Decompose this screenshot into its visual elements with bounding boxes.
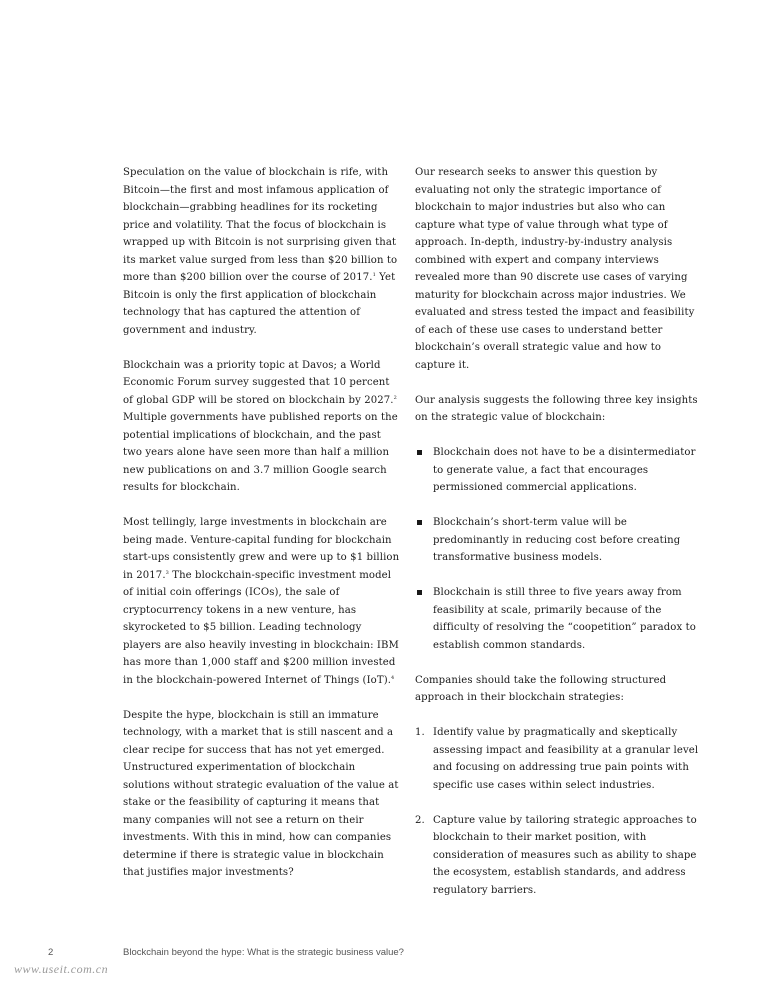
paragraph: Our analysis suggests the following three key insights on the strategic value of blockchain:: [415, 394, 698, 423]
footnote-ref[interactable]: 2: [393, 394, 397, 401]
left-column: [123, 164, 401, 899]
paragraph: Despite the hype, blockchain is still an immature technology, with a market that is still nascent and a clear recipe for success that has not yet emerged. Unstructured experimentation of blockchain solutions without strategic evaluation of the value at stake or the feasibility of capturing it means that many companies will not see a return on their investments. With this in mind, how can companies determine if there is strategic value in blockchain that justifies major investments?: [123, 709, 399, 878]
list-item: 2. Capture value by tailoring strategic approaches to blockchain to their market position, with consideration of measures such as ability to shape the ecosystem, establish standards, and address regulatory barriers.: [415, 812, 701, 900]
footer-title: Blockchain beyond the hype: What is the strategic business value?: [123, 947, 404, 958]
right-column: [415, 164, 701, 917]
square-bullet-icon: [417, 590, 422, 595]
insights-list: [415, 444, 701, 654]
square-bullet-icon: [417, 520, 422, 525]
list-item: Blockchain’s short-term value will be predominantly in reducing cost before creating transformative business models.: [415, 514, 701, 567]
footnote-ref[interactable]: 3: [165, 569, 169, 576]
footnote-ref[interactable]: 1: [372, 272, 376, 278]
watermark: www.useit.com.cn: [14, 962, 109, 976]
paragraph: Speculation on the value of blockchain is rife, with Bitcoin—the first and most infamous application of blockchain—grabbing headlines for its rocketing price and volatility. That the focus of blockchain is wrapped up with Bitcoin is not surprising given that its market value surged from less than $20 billion to more than $200 billion over the course of 2017.$^1$ Yet Bitcoin is only the first application of blockchain technology that has captured the attention of government and industry.: [123, 167, 398, 336]
paragraph: Blockchain was a priority topic at Davos; a World Economic Forum survey suggested that 10 percent of global GDP will be stored on blockchain by 2027.$^2$ Multiple governments have published reports on the potential implications of blockchain, and the past two years alone have seen more than half a million new publications on and 3.7 million Google search results for blockchain.: [123, 359, 398, 493]
square-bullet-icon: [417, 450, 422, 455]
footnote-ref[interactable]: 4: [391, 674, 395, 681]
paragraph: Companies should take the following structured approach in their blockchain strategies:: [415, 674, 667, 703]
paragraph: Our research seeks to answer this question by evaluating not only the strategic importance of blockchain to major industries but also who can capture what type of value through what type of approach. In-depth, industry-by-industry analysis combined with expert and company interviews revealed more than 90 discrete use cases of varying maturity for blockchain across major industries. We evaluated and stress tested the impact and feasibility of each of these use cases to understand better blockchain’s overall strategic value and how to capture it.: [415, 167, 695, 371]
page-number: 2: [48, 947, 54, 958]
page-footer: [0, 947, 765, 961]
list-number: 2.: [415, 814, 425, 826]
list-item: 1. Identify value by pragmatically and skeptically assessing impact and feasibility at a granular level and focusing on addressing true pain points with specific use cases within select industries.: [415, 724, 701, 794]
list-item: Blockchain is still three to five years away from feasibility at scale, primarily because of the difficulty of resolving the “coopetition” paradox to establish common standards.: [415, 584, 701, 654]
list-item: Blockchain does not have to be a disintermediator to generate value, a fact that encourages permissioned commercial applications.: [415, 444, 701, 497]
steps-list: [415, 724, 701, 899]
list-number: 1.: [415, 727, 425, 738]
paragraph: Most tellingly, large investments in blockchain are being made. Venture-capital funding for blockchain start-ups consistently grew and were up to $1 billion in 2017.$^3$ The blockchain-specific investment model of initial coin offerings (ICOs), the sale of cryptocurrency tokens in a new venture, has skyrocketed to $5 billion. Leading technology players are also heavily investing in blockchain: IBM has more than 1,000 staff and $200 million invested in the blockchain-powered Internet of Things (IoT).$^4$: [123, 517, 400, 686]
